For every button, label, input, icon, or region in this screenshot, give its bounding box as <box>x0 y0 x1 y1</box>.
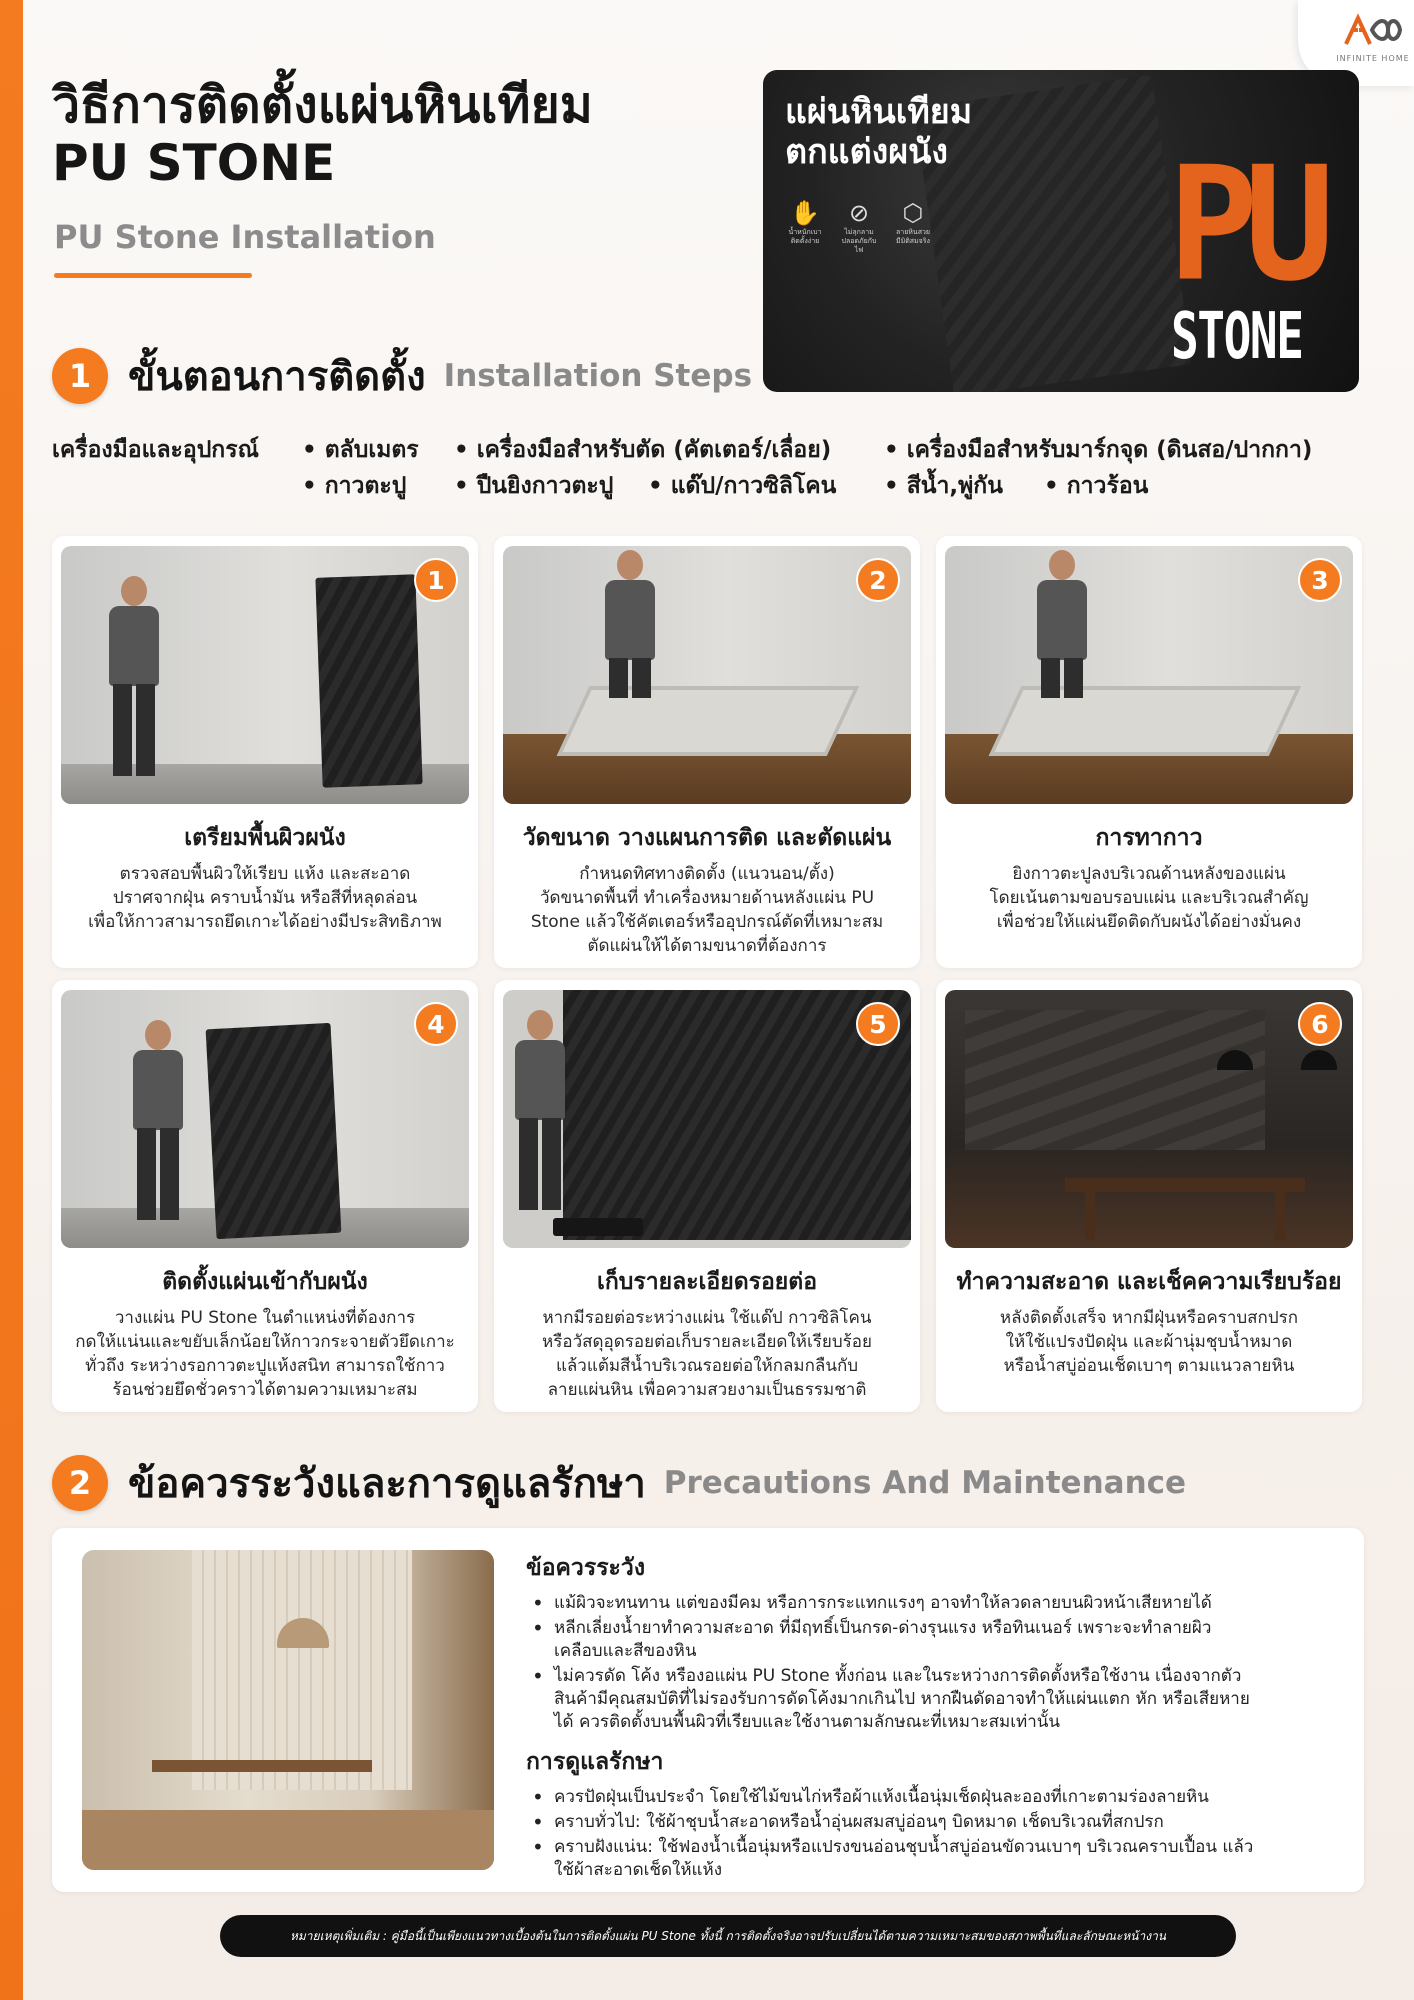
step-desc-line: ปราศจากฝุ่น คราบน้ำมัน หรือสีที่หลุดล่อน <box>112 888 418 908</box>
step-card-2 <box>494 536 920 968</box>
step-desc-line: กดให้แน่นและขยับเล็กน้อยให้กาวกระจายตัวยึดเกาะ <box>75 1332 455 1352</box>
step-number-badge: 6 <box>1298 1002 1342 1046</box>
step-card-1 <box>52 536 478 968</box>
step-title: เตรียมพื้นผิวผนัง <box>184 825 346 851</box>
photo-textured-wall <box>192 1550 412 1790</box>
no-fire-icon: ⊘ <box>848 199 870 227</box>
interior-photo <box>82 1550 494 1870</box>
list-item <box>526 1592 1346 1615</box>
step-card-4 <box>52 980 478 1412</box>
hero-feature <box>893 198 933 255</box>
section-title-en: Precautions And Maintenance <box>663 1465 1187 1501</box>
step-desc-line: เพื่อช่วยให้แผ่นยึดติดกับผนังได้อย่างมั่นคง <box>996 912 1302 932</box>
tool-item: • กาวตะปู <box>302 473 407 499</box>
list-line: • คราบทั่วไป: ใช้ผ้าชุบน้ำสะอาดหรือน้ำอุ่นผสมสบู่อ่อนๆ บิดหมาด เช็ดบริเวณที่สกปรก <box>554 1812 1164 1832</box>
step-photo <box>61 546 469 804</box>
tool-item: • แด๊ป/กาวซิลิโคน <box>648 473 837 499</box>
photo-worker <box>121 1020 191 1220</box>
section-title-en: Installation Steps <box>443 358 753 394</box>
photo-dining-table <box>1065 1178 1305 1192</box>
list-line: สินค้ามีคุณสมบัติที่ไม่รองรับการดัดโค้งมากเกินไป หากฝืนดัดอาจทำให้แผ่นแตก หัก หรือเสียหาย <box>554 1689 1250 1709</box>
section-number-badge: 1 <box>52 348 108 404</box>
step-desc-line: วางแผ่น PU Stone ในตำแหน่งที่ต้องการ <box>114 1308 416 1328</box>
precautions-heading: ข้อควรระวัง <box>526 1555 646 1581</box>
section-title-thai: ข้อควรระวังและการดูแลรักษา <box>128 1461 646 1507</box>
hero-feature-label: น้ำหนักเบา ติดตั้งง่าย <box>788 228 822 245</box>
step-desc-line: ลายแผ่นหิน เพื่อความสวยงามเป็นธรรมชาติ <box>547 1380 867 1400</box>
list-item <box>526 1617 1346 1663</box>
step-photo <box>61 990 469 1248</box>
step-description <box>946 1306 1352 1378</box>
step-desc-line: ทั่วถึง ระหว่างรอกาวตะปูแห้งสนิท สามารถใช้กาว <box>85 1356 445 1376</box>
step-title: วัดขนาด วางแผนการติด และตัดแผ่น <box>522 825 892 851</box>
step-desc-line: ตัดแผ่นให้ได้ตามขนาดที่ต้องการ <box>587 936 827 956</box>
photo-dining-table <box>152 1760 372 1772</box>
photo-paint-tray <box>553 1218 643 1236</box>
hero-banner <box>763 70 1359 392</box>
step-desc-line: กำหนดทิศทางติดตั้ง (แนวนอน/ตั้ง) <box>579 864 835 884</box>
photo-stone-wall <box>965 1010 1265 1150</box>
maintenance-heading: การดูแลรักษา <box>526 1749 664 1775</box>
title-line-thai: วิธีการติดตั้งแผ่นหินเทียม <box>52 76 593 134</box>
hero-feature-label: ลายหินสวย มีมิติสมจริง <box>895 228 931 245</box>
step-desc-line: ร้อนช่วยยึดชั่วคราวได้ตามความเหมาะสม <box>112 1380 418 1400</box>
tool-item: • สีน้ำ,พู่กัน <box>884 473 1003 499</box>
list-line: เคลือบและสีของหิน <box>554 1641 697 1661</box>
step-desc-line: โดยเน้นตามขอบรอบแผ่น และบริเวณสำคัญ <box>989 888 1309 908</box>
footer-note: หมายเหตุเพิ่มเติม : คู่มือนี้เป็นเพียงแนวทางเบื้องต้นในการติดตั้งแผ่น PU Stone ทั้งนี้ การติดตั้งจริงอาจปรับเปลี่ยนได้ตามความเหมาะสมของสภาพพื้นที่และลักษณะหน้างาน <box>220 1915 1236 1957</box>
step-desc-line: เพื่อให้กาวสามารถยึดเกาะได้อย่างมีประสิทธิภาพ <box>88 912 442 932</box>
step-number-badge: 2 <box>856 558 900 602</box>
list-item <box>526 1836 1346 1882</box>
photo-table-leg <box>1085 1190 1095 1240</box>
list-line: • ควรปัดฝุ่นเป็นประจำ โดยใช้ไม้ขนไก่หรือผ้าแห้งเนื้อนุ่มเช็ดฝุ่นละอองที่เกาะตามร่องลายหิน <box>554 1787 1209 1807</box>
tool-item: • เครื่องมือสำหรับมาร์กจุด (ดินสอ/ปากกา) <box>884 437 1313 463</box>
step-desc-line: Stone แล้วใช้คัตเตอร์หรืออุปกรณ์ตัดที่เหมาะสม <box>530 912 884 932</box>
hero-feature-icons <box>785 198 933 255</box>
list-line: • แม้ผิวจะทนทาน แต่ของมีคม หรือการกระแทกแรงๆ อาจทำให้ลวดลายบนผิวหน้าเสียหายได้ <box>554 1593 1212 1613</box>
page-title <box>52 76 742 192</box>
list-line: • คราบฝังแน่น: ใช้ฟองน้ำเนื้อนุ่มหรือแปรงขนอ่อนชุบน้ำสบู่อ่อนขัดวนเบาๆ บริเวณคราบเปื้อน แล้ว <box>554 1837 1254 1857</box>
photo-lamp <box>1301 1050 1337 1070</box>
step-number-badge: 1 <box>414 558 458 602</box>
maintenance-list <box>526 1786 1346 1882</box>
hero-stone-text: STONE <box>1171 300 1303 374</box>
tool-item: • ตลับเมตร <box>302 437 419 463</box>
step-description <box>504 862 910 958</box>
section-number-badge: 2 <box>52 1455 108 1511</box>
step-desc-line: วัดขนาดพื้นที่ ทำเครื่องหมายด้านหลังแผ่น PU <box>539 888 875 908</box>
step-photo <box>945 546 1353 804</box>
step-card-6 <box>936 980 1362 1412</box>
step-desc-line: หากมีรอยต่อระหว่างแผ่น ใช้แด๊ป กาวซิลิโคน <box>542 1308 872 1328</box>
step-title: ติดตั้งแผ่นเข้ากับผนัง <box>162 1269 368 1295</box>
tool-item: • เครื่องมือสำหรับตัด (คัตเตอร์/เลื่อย) <box>454 437 832 463</box>
list-item <box>526 1811 1346 1834</box>
tool-item: • กาวร้อน <box>1044 473 1149 499</box>
tool-item: • ปืนยิงกาวตะปู <box>454 473 614 499</box>
section-2-heading <box>52 1451 1186 1515</box>
photo-worker <box>593 550 663 750</box>
step-description <box>62 1306 468 1402</box>
list-line: • ไม่ควรดัด โค้ง หรืองอแผ่น PU Stone ทั้งก่อน และในระหว่างการติดตั้งหรือใช้งาน เนื่องจากตัว <box>554 1666 1242 1686</box>
hero-feature <box>839 198 879 255</box>
hero-pu-text: PU <box>1168 133 1321 317</box>
list-line: • หลีกเลี่ยงน้ำยาทำความสะอาด ที่มีฤทธิ์เป็นกรด-ด่างรุนแรง หรือทินเนอร์ เพราะจะทำลายผิว <box>554 1618 1212 1638</box>
step-description <box>946 862 1352 934</box>
hero-line-2: ตกแต่งผนัง <box>785 132 949 172</box>
step-desc-line: หรือวัสดุอุดรอยต่อเก็บรายละเอียดให้เรียบร้อย <box>542 1332 872 1352</box>
precautions-card <box>52 1528 1364 1892</box>
section-title-thai: ขั้นตอนการติดตั้ง <box>128 354 426 400</box>
left-accent-bar <box>0 0 23 2000</box>
logo-text: INFINITE HOME <box>1336 54 1410 63</box>
list-item <box>526 1665 1346 1734</box>
step-desc-line: ตรวจสอบพื้นผิวให้เรียบ แห้ง และสะอาด <box>119 864 411 884</box>
list-line: ได้ ควรติดตั้งบนพื้นผิวที่เรียบและใช้งานตามลักษณะที่เหมาะสมเท่านั้น <box>554 1712 1061 1732</box>
subtitle-underline <box>54 273 252 278</box>
title-line-en: PU STONE <box>52 134 336 192</box>
photo-table-leg <box>1275 1190 1285 1240</box>
step-desc-line: ให้ใช้แปรงปัดฝุ่น และผ้านุ่มชุบน้ำหมาด <box>1005 1332 1293 1352</box>
precautions-text <box>526 1550 1346 1884</box>
hero-feature-label: ไม่ลุกลาม ปลอดภัยกับไฟ <box>841 228 877 254</box>
step-description <box>504 1306 910 1402</box>
step-number-badge: 3 <box>1298 558 1342 602</box>
step-desc-line: ยิงกาวตะปูลงบริเวณด้านหลังของแผ่น <box>1012 864 1286 884</box>
cube-icon: ⬡ <box>902 199 924 227</box>
step-photo <box>945 990 1353 1248</box>
step-card-3 <box>936 536 1362 968</box>
step-number-badge: 4 <box>414 1002 458 1046</box>
photo-worker <box>503 1010 573 1210</box>
step-number-badge: 5 <box>856 1002 900 1046</box>
photo-stone-panel <box>315 574 422 787</box>
hero-thai-title <box>785 92 972 172</box>
photo-stone-panel <box>206 1023 342 1239</box>
step-photo <box>503 990 911 1248</box>
photo-floor <box>82 1810 494 1870</box>
step-desc-line: หลังติดตั้งเสร็จ หากมีฝุ่นหรือคราบสกปรก <box>999 1308 1299 1328</box>
step-title: ทำความสะอาด และเช็คความเรียบร้อย <box>956 1269 1342 1295</box>
step-description <box>62 862 468 934</box>
precautions-list <box>526 1592 1346 1734</box>
infinite-home-logo-icon <box>1342 10 1404 50</box>
step-desc-line: แล้วแต้มสีน้ำบริเวณรอยต่อให้กลมกลืนกับ <box>555 1356 859 1376</box>
tools-label: เครื่องมือและอุปกรณ์ <box>52 437 259 463</box>
photo-worker <box>1025 550 1095 750</box>
section-1-heading <box>52 344 752 408</box>
step-desc-line: หรือน้ำสบู่อ่อนเช็ดเบาๆ ตามแนวลายหิน <box>1003 1356 1295 1376</box>
step-title: การทากาว <box>1095 825 1203 851</box>
list-line: ใช้ผ้าสะอาดเช็ดให้แห้ง <box>554 1860 723 1880</box>
photo-worker <box>97 576 167 776</box>
list-item <box>526 1786 1346 1809</box>
page-subtitle: PU Stone Installation <box>54 218 436 256</box>
step-photo <box>503 546 911 804</box>
step-title: เก็บรายละเอียดรอยต่อ <box>596 1269 818 1295</box>
water-drop-hand-icon: ✋ <box>790 199 820 227</box>
hero-feature <box>785 198 825 255</box>
hero-line-1: แผ่นหินเทียม <box>785 92 973 132</box>
step-card-5 <box>494 980 920 1412</box>
